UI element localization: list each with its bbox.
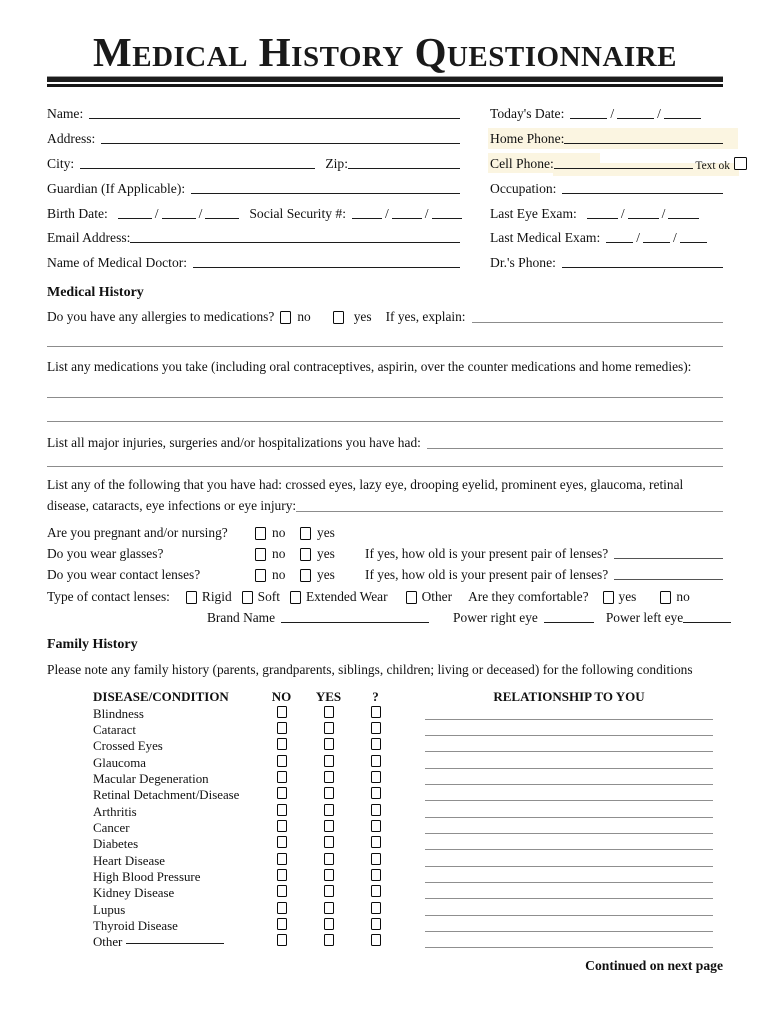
other-disease-input-line[interactable] (126, 943, 224, 944)
guardian-label: Guardian (If Applicable): (47, 180, 186, 196)
unknown-checkbox[interactable] (371, 820, 381, 832)
eye-exam-year-line[interactable] (668, 218, 699, 219)
disease-label: Cataract (93, 722, 136, 737)
family-history-table (93, 687, 723, 950)
email-label: Email Address: (47, 230, 131, 246)
family-history-row-thyroid-disease (93, 918, 723, 934)
injuries-input-line[interactable] (427, 448, 723, 449)
medications-prompt: List any medications you take (including oral contraceptives, aspirin, over the counter medications and home remedies): (47, 359, 692, 375)
header-no: NO (271, 689, 292, 705)
guardian-input-line[interactable] (191, 193, 460, 194)
disease-label: Cancer (93, 820, 130, 835)
relationship-line[interactable] (425, 817, 713, 818)
relationship-line[interactable] (425, 882, 713, 883)
glasses-followup: If yes, how old is your present pair of lenses? (365, 545, 609, 561)
doctor-row (47, 250, 460, 275)
continued-note: Continued on next page (585, 958, 723, 974)
last-medical-exam-label: Last Medical Exam: (490, 230, 601, 246)
cell-phone-row (490, 151, 730, 176)
no-checkbox[interactable] (277, 787, 287, 799)
disease-label: Lupus (93, 902, 126, 917)
lens-rigid-label: Rigid (201, 589, 232, 605)
yes-checkbox[interactable] (324, 902, 334, 914)
relationship-line[interactable] (425, 931, 713, 932)
yes-checkbox[interactable] (324, 787, 334, 799)
contacts-followup: If yes, how old is your present pair of lenses? (365, 566, 609, 582)
family-history-row-retinal-detachment (93, 787, 723, 803)
no-checkbox[interactable] (277, 934, 287, 946)
relationship-line[interactable] (425, 735, 713, 736)
family-history-heading: Family History (47, 637, 138, 653)
family-history-row-diabetes (93, 836, 723, 852)
eye-history-prompt-line2: disease, cataracts, eye infections or eye injury: (47, 498, 297, 514)
name-input-line[interactable] (89, 118, 460, 119)
contacts-question: Do you wear contact lenses? (47, 566, 201, 582)
unknown-checkbox[interactable] (371, 738, 381, 750)
injuries-row (47, 435, 723, 451)
relationship-line[interactable] (425, 866, 713, 867)
yes-no-questions (47, 520, 723, 582)
relationship-line[interactable] (425, 898, 713, 899)
email-input-line[interactable] (130, 242, 460, 243)
contacts-no-checkbox[interactable] (255, 569, 266, 582)
yes-checkbox[interactable] (324, 918, 334, 930)
injuries-continuation-line[interactable] (47, 466, 723, 467)
address-label: Address: (47, 131, 96, 147)
guardian-row (47, 176, 460, 201)
eye-exam-day-line[interactable] (628, 218, 659, 219)
ssn-part2-line[interactable] (392, 218, 422, 219)
unknown-checkbox[interactable] (371, 787, 381, 799)
disease-label: Other (93, 935, 258, 950)
medical-exam-month-line[interactable] (606, 242, 633, 243)
family-history-intro: Please note any family history (parents, grandparents, siblings, children; living or deceased) for the following conditions (47, 662, 693, 678)
home-phone-row (490, 126, 723, 151)
pregnant-row: Are you pregnant and/or nursing? no yes (47, 524, 335, 540)
no-checkbox[interactable] (277, 755, 287, 767)
address-input-line[interactable] (101, 143, 460, 144)
header-relationship: RELATIONSHIP TO YOU (493, 689, 645, 705)
doctor-label: Name of Medical Doctor: (47, 255, 188, 271)
comfortable-no-checkbox[interactable] (660, 591, 671, 604)
explain-continuation-line[interactable] (47, 346, 723, 347)
patient-info-section (47, 102, 730, 276)
disease-label: Retinal Detachment/Disease (93, 788, 240, 803)
occupation-label: Occupation: (490, 180, 557, 196)
relationship-line[interactable] (425, 833, 713, 834)
relationship-line[interactable] (425, 768, 713, 769)
no-checkbox[interactable] (277, 804, 287, 816)
family-history-row-macular-degeneration (93, 771, 723, 787)
pregnant-yes-checkbox[interactable] (300, 527, 311, 540)
glasses-question: Do you wear glasses? (47, 545, 164, 561)
yes-checkbox[interactable] (324, 836, 334, 848)
medical-exam-year-line[interactable] (680, 242, 707, 243)
glasses-yes-checkbox[interactable] (300, 548, 311, 561)
home-phone-label: Home Phone: (490, 131, 565, 147)
no-checkbox[interactable] (277, 706, 287, 718)
name-row (47, 102, 460, 127)
header-unknown: ? (372, 689, 379, 705)
medications-line-2[interactable] (47, 421, 723, 422)
relationship-line[interactable] (425, 849, 713, 850)
last-medical-exam-row: Last Medical Exam: / / (490, 226, 723, 251)
city-zip-row (47, 151, 460, 176)
contacts-yes-checkbox[interactable] (300, 569, 311, 582)
ssn-label: Social Security #: (249, 205, 346, 221)
lens-other-label: Other (421, 589, 453, 605)
allergies-row (47, 309, 723, 325)
occupation-input-line[interactable] (562, 193, 723, 194)
relationship-line[interactable] (425, 784, 713, 785)
doctor-input-line[interactable] (193, 267, 460, 268)
unknown-checkbox[interactable] (371, 771, 381, 783)
drs-phone-input-line[interactable] (562, 267, 723, 268)
family-history-row-cataract (93, 722, 723, 738)
text-ok-label: Text ok (695, 159, 730, 172)
info-left-column (47, 102, 460, 276)
yes-label: yes (353, 309, 372, 325)
yes-checkbox[interactable] (324, 869, 334, 881)
power-left-line[interactable] (683, 622, 731, 623)
birth-day-line[interactable] (162, 218, 196, 219)
contacts-row: Do you wear contact lenses? no yes If yes, how old is your present pair of lenses? (47, 562, 723, 583)
glasses-age-line[interactable] (614, 558, 723, 559)
birth-year-line[interactable] (205, 218, 239, 219)
title-rule-thin (47, 84, 723, 87)
no-checkbox[interactable] (277, 738, 287, 750)
family-history-row-arthritis (93, 803, 723, 819)
family-history-row-high-blood-pressure (93, 869, 723, 885)
city-input-line[interactable] (80, 168, 315, 169)
birth-month-line[interactable] (118, 218, 152, 219)
family-history-row-blindness (93, 705, 723, 721)
yes-checkbox[interactable] (324, 885, 334, 897)
eye-history-input-line[interactable] (296, 511, 723, 512)
no-checkbox[interactable] (277, 885, 287, 897)
relationship-line[interactable] (425, 915, 713, 916)
comfortable-yes-checkbox[interactable] (603, 591, 614, 604)
pregnant-question: Are you pregnant and/or nursing? (47, 524, 228, 540)
birth-ssn-row: Birth Date: / / Social Security #: / / (47, 201, 460, 226)
no-checkbox[interactable] (277, 902, 287, 914)
glasses-no-checkbox[interactable] (255, 548, 266, 561)
disease-label: Heart Disease (93, 853, 165, 868)
relationship-line[interactable] (425, 800, 713, 801)
relationship-line[interactable] (425, 947, 713, 948)
unknown-checkbox[interactable] (371, 918, 381, 930)
power-right-line[interactable] (544, 622, 594, 623)
today-day-line[interactable] (617, 118, 654, 119)
page-title: Medical History Questionnaire (93, 29, 677, 75)
ssn-part3-line[interactable] (432, 218, 462, 219)
medications-line-1[interactable] (47, 397, 723, 398)
cell-phone-input-line[interactable] (554, 168, 694, 169)
disease-label: Kidney Disease (93, 886, 175, 901)
injuries-prompt: List all major injuries, surgeries and/or hospitalizations you have had: (47, 435, 421, 451)
todays-date-label: Today's Date: (490, 106, 565, 122)
disease-label: Arthritis (93, 804, 137, 819)
power-right-label: Power right eye (453, 610, 538, 626)
unknown-checkbox[interactable] (371, 885, 381, 897)
home-phone-input-line[interactable] (564, 143, 723, 144)
disease-label: High Blood Pressure (93, 869, 201, 884)
medical-exam-day-line[interactable] (643, 242, 670, 243)
today-month-line[interactable] (570, 118, 607, 119)
zip-label: Zip: (325, 155, 348, 171)
allergies-question: Do you have any allergies to medications? (47, 309, 275, 325)
lens-other-checkbox[interactable] (406, 591, 417, 604)
relationship-line[interactable] (425, 751, 713, 752)
lens-rigid-checkbox[interactable] (186, 591, 197, 604)
birth-date-label: Birth Date: (47, 205, 108, 221)
header-yes: YES (315, 689, 342, 705)
brand-power-row (207, 605, 723, 626)
unknown-checkbox[interactable] (371, 722, 381, 734)
lens-type-row: Type of contact lenses: Rigid Soft Extended Wear Other Are they comfortable? yes no (47, 589, 690, 605)
family-history-row-glaucoma (93, 754, 723, 770)
yes-checkbox[interactable] (324, 934, 334, 946)
yes-checkbox[interactable] (324, 755, 334, 767)
ssn-part1-line[interactable] (352, 218, 382, 219)
address-row (47, 126, 460, 151)
no-checkbox[interactable] (277, 853, 287, 865)
yes-checkbox[interactable] (324, 706, 334, 718)
unknown-checkbox[interactable] (371, 755, 381, 767)
disease-label: Thyroid Disease (93, 918, 178, 933)
lens-extended-label: Extended Wear (305, 589, 388, 605)
disease-label: Blindness (93, 706, 144, 721)
name-label: Name: (47, 106, 84, 122)
no-label: no (297, 309, 311, 325)
lens-soft-checkbox[interactable] (242, 591, 253, 604)
unknown-checkbox[interactable] (371, 836, 381, 848)
disease-label: Glaucoma (93, 755, 146, 770)
eye-exam-month-line[interactable] (587, 218, 618, 219)
explain-label: If yes, explain: (385, 309, 466, 325)
header-disease: DISEASE/CONDITION (93, 689, 229, 705)
family-history-row-other (93, 934, 723, 950)
power-left-label: Power left eye (605, 610, 684, 626)
unknown-checkbox[interactable] (371, 902, 381, 914)
family-history-header (93, 687, 723, 705)
no-checkbox[interactable] (277, 836, 287, 848)
info-right-column (490, 102, 730, 276)
yes-checkbox[interactable] (324, 738, 334, 750)
explain-input-line[interactable] (472, 322, 723, 323)
disease-label: Crossed Eyes (93, 739, 163, 754)
lens-soft-label: Soft (257, 589, 280, 605)
text-ok-checkbox[interactable] (734, 157, 747, 170)
medical-history-heading: Medical History (47, 285, 144, 301)
yes-checkbox[interactable] (324, 722, 334, 734)
drs-phone-row (490, 250, 723, 275)
title-rule-thick (47, 76, 723, 82)
unknown-checkbox[interactable] (371, 804, 381, 816)
todays-date-row: Today's Date: / / (490, 102, 723, 127)
eye-history-row2 (47, 498, 723, 514)
relationship-line[interactable] (425, 719, 713, 720)
email-row (47, 226, 460, 251)
contacts-age-line[interactable] (614, 579, 723, 580)
occupation-row (490, 176, 723, 201)
disease-label: Macular Degeneration (93, 771, 209, 786)
unknown-checkbox[interactable] (371, 934, 381, 946)
lens-extended-checkbox[interactable] (290, 591, 301, 604)
pregnant-no-checkbox[interactable] (255, 527, 266, 540)
family-history-row-kidney-disease (93, 885, 723, 901)
allergies-yes-checkbox[interactable] (333, 311, 344, 324)
no-checkbox[interactable] (277, 918, 287, 930)
eye-history-prompt-line1: List any of the following that you have had: crossed eyes, lazy eye, drooping eyelid, prominent eyes, glaucoma, retinal (47, 477, 684, 493)
unknown-checkbox[interactable] (371, 853, 381, 865)
yes-checkbox[interactable] (324, 804, 334, 816)
no-checkbox[interactable] (277, 722, 287, 734)
brand-name-line[interactable] (281, 622, 429, 623)
drs-phone-label: Dr.'s Phone: (490, 255, 556, 271)
family-history-row-cancer (93, 820, 723, 836)
cell-phone-label: Cell Phone: (490, 155, 554, 171)
no-checkbox[interactable] (277, 771, 287, 783)
unknown-checkbox[interactable] (371, 869, 381, 881)
disease-label: Diabetes (93, 837, 139, 852)
family-history-row-crossed-eyes (93, 738, 723, 754)
family-history-row-heart-disease (93, 852, 723, 868)
lens-type-label: Type of contact lenses: (47, 589, 170, 605)
last-eye-exam-row: Last Eye Exam: / / (490, 201, 723, 226)
last-eye-exam-label: Last Eye Exam: (490, 205, 577, 221)
family-history-row-lupus (93, 901, 723, 917)
today-year-line[interactable] (664, 118, 701, 119)
glasses-row: Do you wear glasses? no yes If yes, how old is your present pair of lenses? (47, 541, 723, 562)
unknown-checkbox[interactable] (371, 706, 381, 718)
zip-input-line[interactable] (348, 168, 460, 169)
yes-checkbox[interactable] (324, 853, 334, 865)
brand-name-label: Brand Name (207, 610, 276, 626)
yes-checkbox[interactable] (324, 820, 334, 832)
comfortable-question: Are they comfortable? (468, 589, 589, 605)
no-checkbox[interactable] (277, 820, 287, 832)
no-checkbox[interactable] (277, 869, 287, 881)
allergies-no-checkbox[interactable] (280, 311, 291, 324)
yes-checkbox[interactable] (324, 771, 334, 783)
city-label: City: (47, 155, 75, 171)
